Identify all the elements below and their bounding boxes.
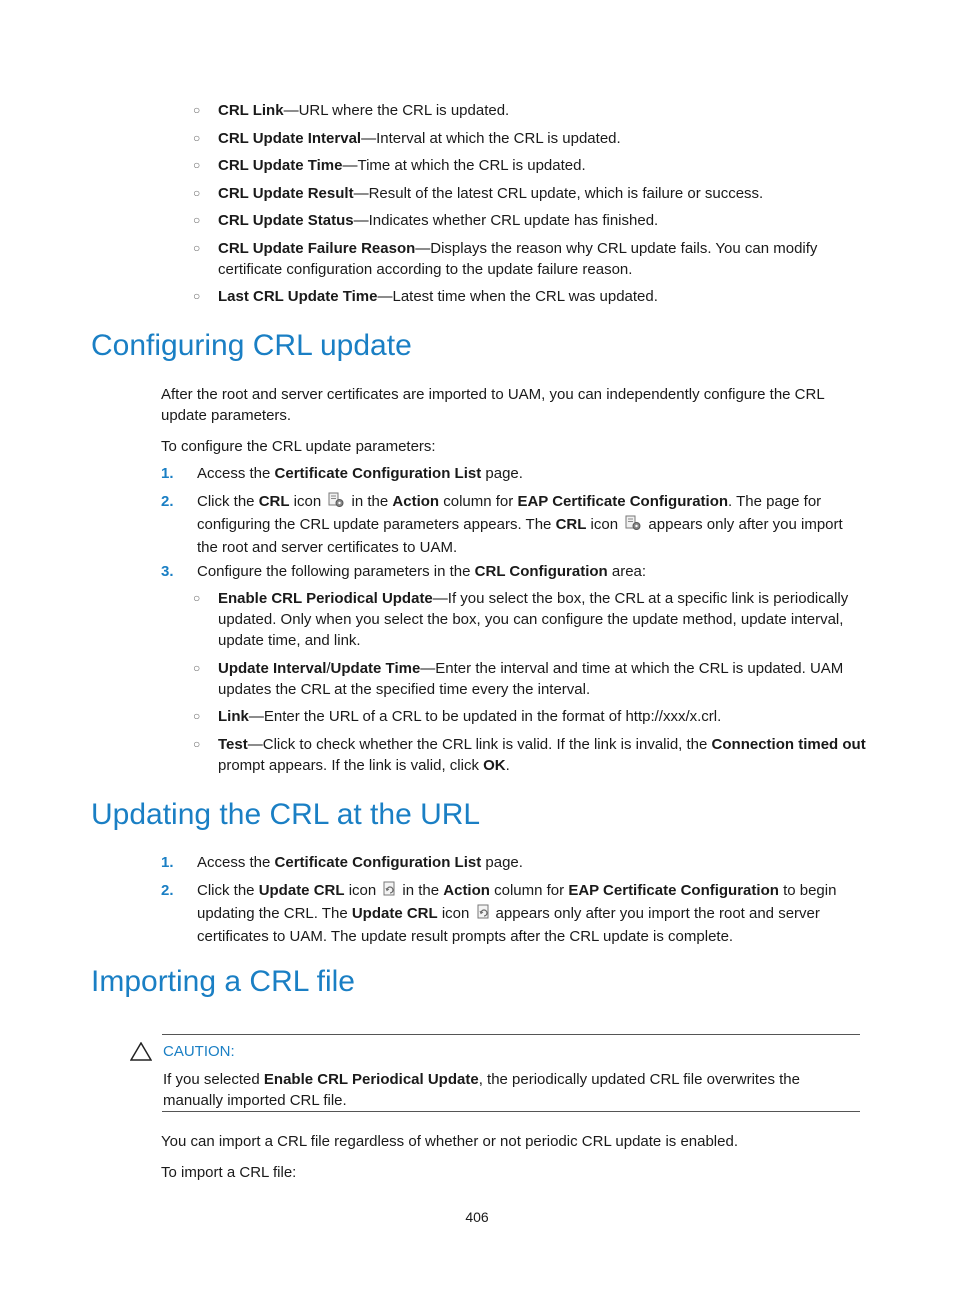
bullet-icon: ○ [193,709,201,723]
update-crl-icon [476,904,494,926]
section-heading-importing-crl-file: Importing a CRL file [91,965,355,998]
bullet-icon: ○ [193,213,201,227]
bullet-icon: ○ [193,186,201,200]
section-heading-configuring-crl-update: Configuring CRL update [91,329,412,362]
page-number: 406 [465,1209,489,1225]
bullet-icon: ○ [193,241,201,255]
import-lead: To import a CRL file: [161,1164,297,1181]
bullet-icon: ○ [193,103,201,117]
import-paragraph: You can import a CRL file regardless of whether or not periodic CRL update is enabled. [161,1133,738,1150]
bullet-icon: ○ [193,591,201,605]
bullet-icon: ○ [193,289,201,303]
bullet-icon: ○ [193,131,201,145]
caution-bottom-rule [162,1111,860,1112]
caution-text: If you selected Enable CRL Periodical Update, the periodically updated CRL file overwrites the manually imported CRL file. [163,1071,800,1109]
bullet-icon: ○ [193,737,201,751]
bullet-icon: ○ [193,158,201,172]
crl-gear-icon [624,515,642,537]
crl-gear-icon [327,492,345,514]
caution-label: CAUTION: [163,1043,235,1060]
intro-paragraph: After the root and server certificates are imported to UAM, you can independently configure the CRL update parameters. [161,386,825,424]
lead-paragraph: To configure the CRL update parameters: [161,438,436,455]
section-heading-updating-crl: Updating the CRL at the URL [91,798,481,831]
update-crl-icon [382,881,400,903]
warning-triangle-icon [130,1042,152,1067]
caution-top-rule [162,1034,860,1035]
bullet-icon: ○ [193,661,201,675]
